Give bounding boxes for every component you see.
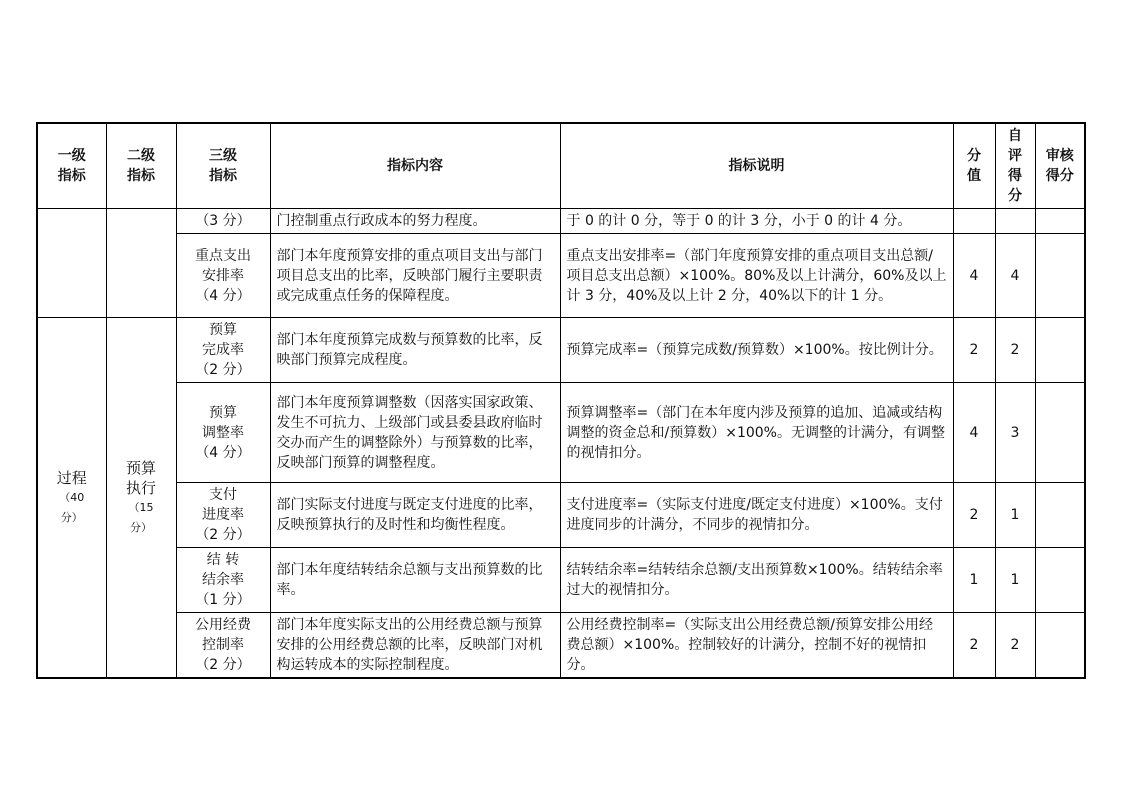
content-cell: 部门实际支付进度与既定支付进度的比率，反映预算执行的及时性和均衡性程度。 [270, 483, 560, 548]
level1-cell-empty [37, 209, 106, 318]
table-row [37, 613, 1085, 679]
self-score-cell: 4 [995, 234, 1035, 318]
level3-cell: 预算 调整率 （4 分） [176, 383, 270, 483]
content-cell: 部门本年度实际支出的公用经费总额与预算安排的公用经费总额的比率，反映部门对机构运转成本的实际控制程度。 [270, 613, 560, 679]
level1-score: （40 分） [59, 490, 85, 524]
table-row [37, 483, 1085, 548]
self-score-cell: 1 [995, 548, 1035, 613]
header-explain: 指标说明 [560, 123, 953, 209]
explain-cell: 重点支出安排率=（部门年度预算安排的重点项目支出总额/项目总支出总额）×100%。80%及以上计满分，60%及以上计 3 分，40%及以上计 2 分，40%以下的计 1 分。 [560, 234, 953, 318]
explain-cell: 公用经费控制率=（实际支出公用经费总额/预算安排公用经费总额）×100%。控制较好的计满分，控制不好的视情扣分。 [560, 613, 953, 679]
level3-cell: 公用经费 控制率 （2 分） [176, 613, 270, 679]
explain-cell: 预算调整率=（部门在本年度内涉及预算的追加、追减或结构调整的资金总和/预算数）×100%。无调整的计满分，有调整的视情扣分。 [560, 383, 953, 483]
level3-cell: （3 分） [176, 209, 270, 234]
table-row [37, 318, 1085, 383]
table-row [37, 548, 1085, 613]
table-row [37, 209, 1085, 234]
level1-process-cell [37, 318, 106, 679]
table-row [37, 383, 1085, 483]
score-cell: 4 [953, 383, 995, 483]
self-score-cell: 2 [995, 318, 1035, 383]
level2-cell-empty [106, 209, 176, 318]
score-cell: 2 [953, 318, 995, 383]
level2-title: 预算 执行 [125, 458, 156, 497]
score-cell [953, 209, 995, 234]
table-row [37, 234, 1085, 318]
level3-cell: 结 转 结余率 （1 分） [176, 548, 270, 613]
audit-score-cell [1035, 483, 1085, 548]
explain-cell: 结转结余率=结转结余总额/支出预算数×100%。结转结余率过大的视情扣分。 [560, 548, 953, 613]
score-cell: 2 [953, 613, 995, 679]
audit-score-cell [1035, 209, 1085, 234]
header-level1: 一级 指标 [37, 123, 106, 209]
header-level3: 三级 指标 [176, 123, 270, 209]
content-cell: 部门本年度预算安排的重点项目支出与部门项目总支出的比率，反映部门履行主要职责或完成重点任务的保障程度。 [270, 234, 560, 318]
score-cell: 4 [953, 234, 995, 318]
audit-score-cell [1035, 613, 1085, 679]
score-cell: 1 [953, 548, 995, 613]
level3-cell: 支付 进度率 （2 分） [176, 483, 270, 548]
self-score-cell: 3 [995, 383, 1035, 483]
level1-title: 过程 [56, 468, 87, 487]
content-cell: 部门本年度结转结余总额与支出预算数的比率。 [270, 548, 560, 613]
self-score-cell [995, 209, 1035, 234]
content-cell: 部门本年度预算完成数与预算数的比率，反映部门预算完成程度。 [270, 318, 560, 383]
explain-cell: 预算完成率=（预算完成数/预算数）×100%。按比例计分。 [560, 318, 953, 383]
header-self-score: 自 评 得 分 [995, 123, 1035, 209]
explain-cell: 于 0 的计 0 分，等于 0 的计 3 分，小于 0 的计 4 分。 [560, 209, 953, 234]
header-audit-score: 审核 得分 [1035, 123, 1085, 209]
audit-score-cell [1035, 383, 1085, 483]
content-cell: 门控制重点行政成本的努力程度。 [270, 209, 560, 234]
content-cell: 部门本年度预算调整数（因落实国家政策、发生不可抗力、上级部门或县委县政府临时交办而产生的调整除外）与预算数的比率，反映部门预算的调整程度。 [270, 383, 560, 483]
audit-score-cell [1035, 234, 1085, 318]
self-score-cell: 2 [995, 613, 1035, 679]
explain-cell: 支付进度率=（实际支付进度/既定支付进度）×100%。支付进度同步的计满分，不同步的视情扣分。 [560, 483, 953, 548]
header-row [37, 123, 1085, 209]
header-content: 指标内容 [270, 123, 560, 209]
level3-cell: 预算 完成率 （2 分） [176, 318, 270, 383]
level2-budget-execution-cell [106, 318, 176, 679]
level2-score: （15 分） [128, 500, 154, 534]
score-cell: 2 [953, 483, 995, 548]
header-score: 分 值 [953, 123, 995, 209]
evaluation-table [36, 122, 1086, 679]
header-level2: 二级 指标 [106, 123, 176, 209]
audit-score-cell [1035, 318, 1085, 383]
level3-cell: 重点支出 安排率 （4 分） [176, 234, 270, 318]
audit-score-cell [1035, 548, 1085, 613]
self-score-cell: 1 [995, 483, 1035, 548]
